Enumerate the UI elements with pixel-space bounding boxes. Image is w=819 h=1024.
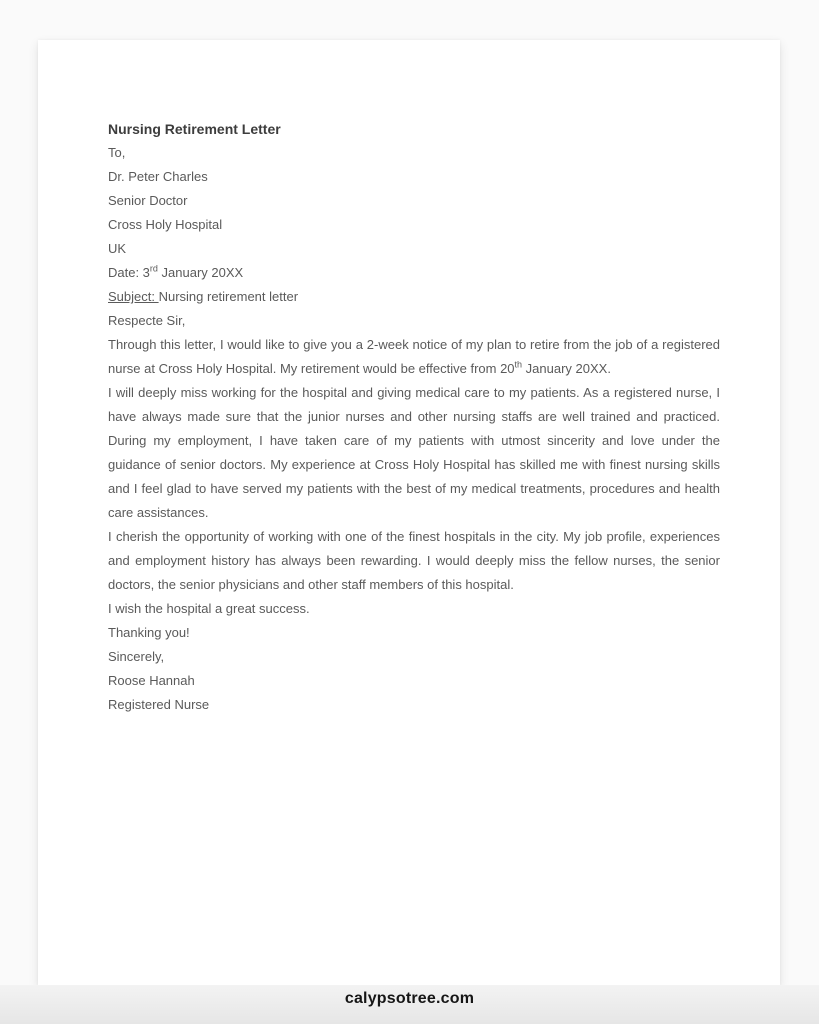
date-suffix: January 20XX	[157, 265, 244, 280]
subject-line	[108, 285, 720, 309]
salutation: Respecte Sir,	[108, 313, 186, 328]
paragraph-2: I will deeply miss working for the hospital and giving medical care to my patients. As a registered nurse, I have always made sure that the junior nurses and other nursing staffs are well trained and practiced. During my employment, I have taken care of my patients with utmost sincerity and love under the guidance of senior doctors. My experience at Cross Holy Hospital has skilled me with finest nursing skills and I feel glad to have served my patients with the best of my medical treatments, procedures and health care assistances.	[108, 385, 720, 520]
signature-name: Roose Hannah	[108, 673, 195, 688]
letter-content	[108, 117, 720, 717]
recipient-role: Senior Doctor	[108, 193, 188, 208]
recipient-to: To,	[108, 145, 126, 160]
subject-label: Subject:	[108, 289, 159, 304]
date-line	[108, 261, 720, 285]
subject-text: Nursing retirement letter	[158, 289, 299, 304]
letter-title: Nursing Retirement Letter	[108, 121, 281, 137]
thanks-line: Thanking you!	[108, 625, 190, 640]
footer-band	[0, 985, 819, 1024]
closing-line: Sincerely,	[108, 649, 165, 664]
paragraph-1-post: January 20XX.	[522, 361, 611, 376]
paragraph-3: I cherish the opportunity of working with one of the finest hospitals in the city. My job profile, experiences and employment history has always been rewarding. I would deeply miss the fellow nurses, the senior doctors, the senior physicians and other staff members of this hospital.	[108, 529, 720, 592]
paragraph-1	[108, 333, 720, 381]
wish-line: I wish the hospital a great success.	[108, 601, 310, 616]
paragraph-1-pre: Through this letter, I would like to give you a 2-week notice of my plan to retire from the job of a registered nurse at Cross Holy Hospital. My retirement would be effective from 20	[108, 337, 720, 376]
site-name: calypsotree.com	[344, 990, 475, 1007]
recipient-country: UK	[108, 241, 127, 256]
date-ordinal: rd	[149, 263, 158, 274]
paragraph-1-ordinal: th	[514, 359, 523, 370]
letter-page	[38, 40, 780, 985]
date-prefix: Date: 3	[108, 265, 150, 280]
signature-title: Registered Nurse	[108, 697, 210, 712]
recipient-name: Dr. Peter Charles	[108, 169, 208, 184]
recipient-hospital: Cross Holy Hospital	[108, 217, 223, 232]
